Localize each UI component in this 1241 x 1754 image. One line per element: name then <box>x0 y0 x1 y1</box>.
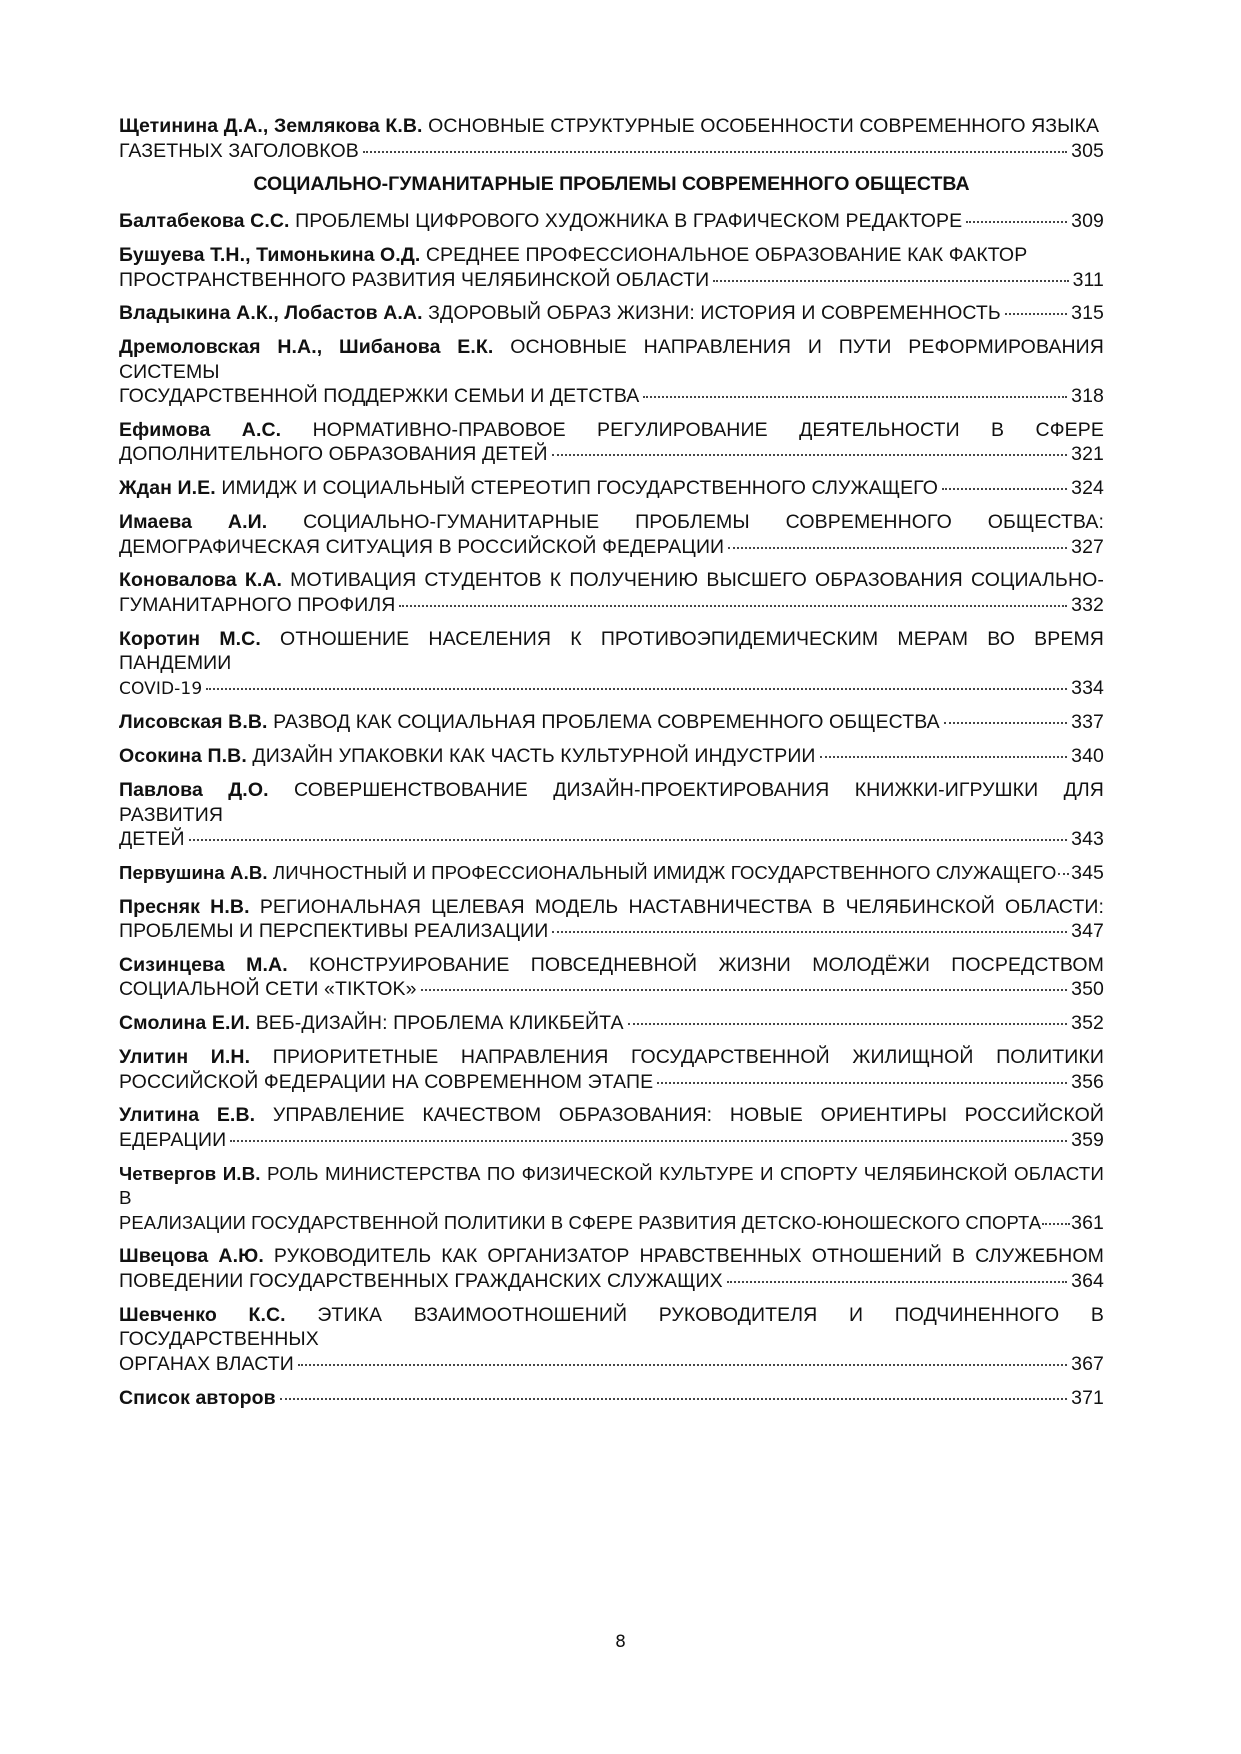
toc-entry-last-line <box>119 1269 1104 1294</box>
toc-entry <box>119 209 1104 234</box>
section-heading: СОЦИАЛЬНО-ГУМАНИТАРНЫЕ ПРОБЛЕМЫ СОВРЕМЕННОГО ОБЩЕСТВА <box>253 173 970 196</box>
toc-entry-first-line <box>119 895 1104 920</box>
toc-entry-page: 350 <box>1071 978 1104 1001</box>
dot-leader <box>1058 873 1069 875</box>
toc-entry-last-line <box>119 384 1104 409</box>
toc-entry-title: РЕГИОНАЛЬНАЯ ЦЕЛЕВАЯ МОДЕЛЬ НАСТАВНИЧЕСТВА В ЧЕЛЯБИНСКОЙ ОБЛАСТИ: <box>259 895 1104 918</box>
toc-entry-title-end: ПРОСТРАНСТВЕННОГО РАЗВИТИЯ ЧЕЛЯБИНСКОЙ ОБЛАСТИ <box>119 268 710 291</box>
toc-entry <box>119 568 1104 617</box>
toc-entry-author: Первушина А.В. <box>119 861 268 883</box>
toc-entry-last-line <box>119 710 1104 735</box>
toc-entry-author: Четвергов И.В. <box>119 1162 261 1184</box>
toc-entry-last-line <box>119 1352 1104 1377</box>
toc-entry-title: ДИЗАЙН УПАКОВКИ КАК ЧАСТЬ КУЛЬТУРНОЙ ИНДУСТРИИ <box>252 745 816 768</box>
toc-entry-first-line <box>119 1103 1104 1128</box>
toc-entry-page: 321 <box>1071 443 1104 466</box>
page-number: 8 <box>615 1632 626 1652</box>
toc-entry <box>119 418 1104 467</box>
toc-entry-title-end: ГУМАНИТАРНОГО ПРОФИЛЯ <box>119 593 396 616</box>
toc-entry-first-line <box>119 1244 1104 1269</box>
toc-entry <box>119 1303 1104 1377</box>
toc-entry-author: Ефимова А.С. <box>119 418 282 441</box>
toc-entry <box>119 710 1104 735</box>
dot-leader <box>942 488 1067 490</box>
dot-leader <box>399 605 1067 607</box>
dot-leader <box>230 1140 1067 1142</box>
dot-leader <box>944 722 1067 724</box>
toc-entry-title: РАЗВОД КАК СОЦИАЛЬНАЯ ПРОБЛЕМА СОВРЕМЕННОГО ОБЩЕСТВА <box>273 711 940 734</box>
toc-entry-title-end: COVID-19 <box>119 678 203 699</box>
toc-entry-last-line <box>119 1211 1104 1236</box>
toc-entry <box>119 1045 1104 1094</box>
toc-entry-author: Коновалова К.А. <box>119 569 283 592</box>
toc-entry <box>119 1162 1104 1236</box>
toc-entry <box>119 476 1104 501</box>
toc-entry-author: Лисовская В.В. <box>119 711 268 734</box>
toc-entry-title: ЛИЧНОСТНЫЙ И ПРОФЕССИОНАЛЬНЫЙ ИМИДЖ ГОСУДАРСТВЕННОГО СЛУЖАЩЕГО <box>272 861 1057 883</box>
toc-entry-page: 352 <box>1071 1012 1104 1035</box>
toc-entry-title-end: ПОВЕДЕНИИ ГОСУДАРСТВЕННЫХ ГРАЖДАНСКИХ СЛУЖАЩИХ <box>119 1269 723 1292</box>
dot-leader <box>189 839 1068 841</box>
toc-entry-page: 340 <box>1071 745 1104 768</box>
toc-entry-author: Бушуева Т.Н., Тимонькина О.Д. <box>119 244 421 267</box>
dot-leader <box>628 1023 1068 1025</box>
toc-entry-page: 327 <box>1071 535 1104 558</box>
toc-entry-title: СРЕДНЕЕ ПРОФЕССИОНАЛЬНОЕ ОБРАЗОВАНИЕ КАК ФАКТОР <box>425 244 1028 267</box>
toc-entry-page: 318 <box>1071 385 1104 408</box>
toc-entry-last-line <box>119 442 1104 467</box>
toc-entry-title: РОЛЬ МИНИСТЕРСТВА ПО ФИЗИЧЕСКОЙ КУЛЬТУРЕ И СПОРТУ ЧЕЛЯБИНСКОЙ ОБЛАСТИ В <box>119 1162 1104 1209</box>
dot-leader <box>280 1398 1067 1400</box>
toc-entry-author: Пресняк Н.В. <box>119 895 250 918</box>
toc-entry <box>119 1103 1104 1152</box>
toc-entry-author: Улитин И.Н. <box>119 1046 251 1069</box>
toc-entry-page: 371 <box>1071 1386 1104 1409</box>
toc-entry-first-line <box>119 953 1104 978</box>
toc-entry-title: ЭТИКА ВЗАИМООТНОШЕНИЙ РУКОВОДИТЕЛЯ И ПОДЧИНЕННОГО В ГОСУДАРСТВЕННЫХ <box>119 1303 1104 1351</box>
toc-entry-last-line <box>119 1011 1104 1036</box>
toc-entry-page: 311 <box>1072 268 1104 291</box>
toc-entry <box>119 861 1104 886</box>
toc-entry-page: 309 <box>1071 210 1104 233</box>
toc-entry <box>119 1386 1104 1411</box>
toc-entry-first-line <box>119 243 1104 268</box>
toc-entry-title: МОТИВАЦИЯ СТУДЕНТОВ К ПОЛУЧЕНИЮ ВЫСШЕГО ОБРАЗОВАНИЯ СОЦИАЛЬНО- <box>290 569 1104 592</box>
toc-entry <box>119 301 1104 326</box>
toc-entry-author: Имаева А.И. <box>119 511 268 534</box>
toc-entry-last-line <box>119 827 1104 852</box>
toc-entry-last-line <box>119 301 1104 326</box>
toc-entry <box>119 778 1104 852</box>
dot-leader <box>552 454 1068 456</box>
toc-entry <box>119 114 1104 163</box>
toc-entry-title: ИМИДЖ И СОЦИАЛЬНЫЙ СТЕРЕОТИП ГОСУДАРСТВЕННОГО СЛУЖАЩЕГО <box>221 477 939 500</box>
toc-entry-page: 332 <box>1071 593 1104 616</box>
toc-entry-title-end: ЕДЕРАЦИИ <box>119 1128 227 1151</box>
toc-entry-title: ОТНОШЕНИЕ НАСЕЛЕНИЯ К ПРОТИВОЭПИДЕМИЧЕСКИМ МЕРАМ ВО ВРЕМЯ ПАНДЕМИИ <box>119 627 1104 675</box>
toc-entry-title: ПРИОРИТЕТНЫЕ НАПРАВЛЕНИЯ ГОСУДАРСТВЕННОЙ ЖИЛИЩНОЙ ПОЛИТИКИ <box>272 1046 1104 1069</box>
toc-entry-page: 345 <box>1071 861 1104 884</box>
dot-leader <box>1005 313 1067 315</box>
toc-entry-page: 367 <box>1071 1352 1104 1375</box>
toc-entry-author: Ждан И.Е. <box>119 477 216 500</box>
toc-entry-page: 364 <box>1071 1269 1104 1292</box>
toc-entry-page: 361 <box>1071 1211 1104 1234</box>
toc-entry-title-end: ДОПОЛНИТЕЛЬНОГО ОБРАЗОВАНИЯ ДЕТЕЙ <box>119 443 548 466</box>
toc-entry-first-line <box>119 510 1104 535</box>
toc-entry-title-end: РОССИЙСКОЙ ФЕДЕРАЦИИ НА СОВРЕМЕННОМ ЭТАПЕ <box>119 1070 654 1093</box>
toc-entry-last-line <box>119 977 1104 1002</box>
toc-entry-author: Сизинцева М.А. <box>119 953 288 976</box>
toc-entry-page: 347 <box>1071 920 1104 943</box>
toc-entry-page: 337 <box>1071 711 1104 734</box>
toc-entry-author: Смолина Е.И. <box>119 1012 251 1035</box>
dot-leader <box>206 688 1067 690</box>
toc-entry-first-line <box>119 1162 1104 1211</box>
toc-entry-author: Павлова Д.О. <box>119 779 269 802</box>
toc-entry-first-line <box>119 627 1104 676</box>
toc-entry-last-line <box>119 1128 1104 1153</box>
toc-entry-first-line <box>119 1045 1104 1070</box>
toc-entry-title-end: ДЕТЕЙ <box>119 828 185 851</box>
toc-entry-last-line <box>119 919 1104 944</box>
toc-entry-title: СОЦИАЛЬНО-ГУМАНИТАРНЫЕ ПРОБЛЕМЫ СОВРЕМЕННОГО ОБЩЕСТВА: <box>303 511 1104 534</box>
toc-entry-author: Шевченко К.С. <box>119 1303 286 1326</box>
toc-entry <box>119 744 1104 769</box>
toc-entry-first-line <box>119 568 1104 593</box>
dot-leader <box>727 1281 1067 1283</box>
toc-entry-title: РУКОВОДИТЕЛЬ КАК ОРГАНИЗАТОР НРАВСТВЕННЫХ ОТНОШЕНИЙ В СЛУЖЕБНОМ <box>273 1245 1104 1268</box>
toc-entry-author: Швецова А.Ю. <box>119 1245 264 1268</box>
dot-leader <box>363 151 1067 153</box>
toc-entry-last-line <box>119 861 1104 886</box>
toc-entry-title: НОРМАТИВНО-ПРАВОВОЕ РЕГУЛИРОВАНИЕ ДЕЯТЕЛЬНОСТИ В СФЕРЕ <box>312 418 1104 441</box>
toc-entry-title-end: РЕАЛИЗАЦИИ ГОСУДАРСТВЕННОЙ ПОЛИТИКИ В СФЕРЕ РАЗВИТИЯ ДЕТСКО-ЮНОШЕСКОГО СПОРТА <box>119 1211 1042 1233</box>
toc-entry-title-end: ОРГАНАХ ВЛАСТИ <box>119 1352 294 1375</box>
toc-entry-title-end: ГАЗЕТНЫХ ЗАГОЛОВКОВ <box>119 139 359 162</box>
toc-entry-author: Щетинина Д.А., Землякова К.В. <box>119 115 423 137</box>
dot-leader <box>421 989 1068 991</box>
toc-entry-last-line <box>119 535 1104 560</box>
toc-entry-author: Осокина П.В. <box>119 745 247 768</box>
toc-entry-page: 343 <box>1071 828 1104 851</box>
toc-entry-page: 305 <box>1071 139 1104 162</box>
toc-entry <box>119 1244 1104 1293</box>
toc-entry-last-line <box>119 268 1104 293</box>
toc-entry <box>119 953 1104 1002</box>
toc-entry-last-line <box>119 476 1104 501</box>
toc-entry-title: ВЕБ-ДИЗАЙН: ПРОБЛЕМА КЛИКБЕЙТА <box>255 1012 624 1035</box>
toc-entry-author: Коротин М.С. <box>119 627 261 650</box>
toc-entry-last-line <box>119 139 1104 164</box>
toc-entry <box>119 335 1104 409</box>
dot-leader <box>820 756 1068 758</box>
toc-entry-first-line <box>119 1303 1104 1352</box>
toc-entry-last-line <box>119 209 1104 234</box>
toc-entry-title-end: СОЦИАЛЬНОЙ СЕТИ «TIKTOK» <box>119 978 417 1001</box>
toc-entry-last-line <box>119 744 1104 769</box>
dot-leader <box>966 221 1067 223</box>
toc-entry <box>119 895 1104 944</box>
toc-entry <box>119 1011 1104 1036</box>
toc-entry-author: Балтабекова С.С. <box>119 210 290 233</box>
toc-entry-first-line <box>119 778 1104 827</box>
toc-entry-last-line <box>119 593 1104 618</box>
toc-entry-first-line <box>119 335 1104 384</box>
toc-entry <box>119 510 1104 559</box>
toc-entry-page: 315 <box>1071 302 1104 325</box>
toc-entry-title-end: ПРОБЛЕМЫ И ПЕРСПЕКТИВЫ РЕАЛИЗАЦИИ <box>119 920 549 943</box>
toc-entry-title: УПРАВЛЕНИЕ КАЧЕСТВОМ ОБРАЗОВАНИЯ: НОВЫЕ ОРИЕНТИРЫ РОССИЙСКОЙ <box>272 1104 1104 1127</box>
toc-entry-page: 356 <box>1071 1070 1104 1093</box>
dot-leader <box>728 547 1067 549</box>
table-of-contents <box>119 114 1104 1419</box>
dot-leader <box>713 280 1068 282</box>
toc-entry-title: ОСНОВНЫЕ СТРУКТУРНЫЕ ОСОБЕННОСТИ СОВРЕМЕННОГО ЯЗЫКА <box>428 115 1100 137</box>
toc-entry-first-line <box>119 114 1104 139</box>
toc-entry-page: 359 <box>1071 1128 1104 1151</box>
dot-leader <box>657 1082 1067 1084</box>
toc-entry-title: ПРОБЛЕМЫ ЦИФРОВОГО ХУДОЖНИКА В ГРАФИЧЕСКОМ РЕДАКТОРЕ <box>295 210 963 233</box>
toc-entry-title: ОСНОВНЫЕ НАПРАВЛЕНИЯ И ПУТИ РЕФОРМИРОВАНИЯ СИСТЕМЫ <box>119 336 1104 383</box>
toc-entry-title-end: ДЕМОГРАФИЧЕСКАЯ СИТУАЦИЯ В РОССИЙСКОЙ ФЕДЕРАЦИИ <box>119 535 725 558</box>
toc-entry-last-line <box>119 1386 1104 1411</box>
dot-leader <box>552 931 1067 933</box>
toc-entry-title: КОНСТРУИРОВАНИЕ ПОВСЕДНЕВНОЙ ЖИЗНИ МОЛОДЁЖИ ПОСРЕДСТВОМ <box>309 953 1104 976</box>
dot-leader <box>298 1364 1067 1366</box>
toc-entry-author: Улитина Е.В. <box>119 1104 256 1127</box>
toc-entry-last-line <box>119 1070 1104 1095</box>
toc-entry-page: 334 <box>1071 676 1104 699</box>
toc-entry-author: Владыкина А.К., Лобастов А.А. <box>119 302 423 325</box>
toc-entry-author: Дремоловская Н.А., Шибанова Е.К. <box>119 336 494 359</box>
dot-leader <box>643 396 1067 398</box>
toc-entry-title-end: ГОСУДАРСТВЕННОЙ ПОДДЕРЖКИ СЕМЬИ И ДЕТСТВА <box>119 385 640 408</box>
toc-entry <box>119 627 1104 702</box>
toc-entry <box>119 243 1104 292</box>
toc-entry-title: ЗДОРОВЫЙ ОБРАЗ ЖИЗНИ: ИСТОРИЯ И СОВРЕМЕННОСТЬ <box>428 302 1001 325</box>
toc-entry-title: СОВЕРШЕНСТВОВАНИЕ ДИЗАЙН-ПРОЕКТИРОВАНИЯ КНИЖКИ-ИГРУШКИ ДЛЯ РАЗВИТИЯ <box>119 779 1104 826</box>
toc-entry-page: 324 <box>1071 477 1104 500</box>
toc-entry-last-line <box>119 676 1104 702</box>
dot-leader <box>1042 1223 1070 1225</box>
toc-entry-author: Список авторов <box>119 1386 276 1409</box>
toc-entry-first-line <box>119 418 1104 443</box>
